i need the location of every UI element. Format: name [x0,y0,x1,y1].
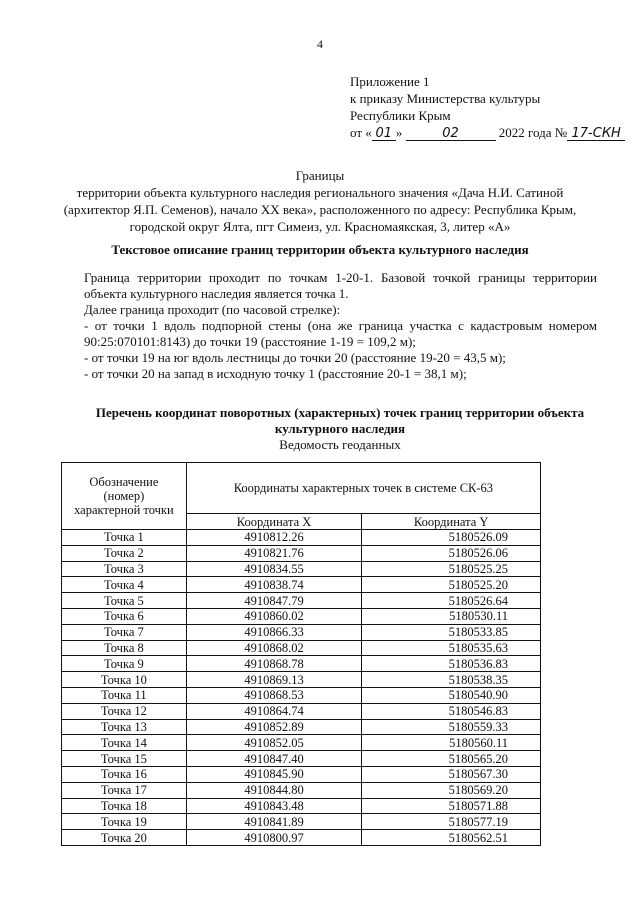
table-row [62,766,541,782]
coordinate-x-cell: 4910847.40 [186,751,362,767]
coordinate-x-cell: 4910864.74 [186,703,362,719]
coordinate-x-cell: 4910834.55 [186,561,362,577]
point-name-cell: Точка 10 [62,672,187,688]
description-paragraph-2: Далее граница проходит (по часовой стрелке): [84,302,341,317]
table-row [62,545,541,561]
point-name-cell: Точка 15 [62,751,187,767]
point-name-cell: Точка 13 [62,719,187,735]
coordinate-y-cell: 5180536.83 [362,656,541,672]
description-paragraph-4: - от точки 19 на юг вдоль лестницы до точки 20 (расстояние 19-20 = 43,5 м); [84,350,506,365]
coordinate-y-cell: 5180540.90 [362,687,541,703]
annex-block [350,73,625,141]
coordinate-y-cell: 5180525.25 [362,561,541,577]
coordinate-y-cell: 5180546.83 [362,703,541,719]
coordinate-x-cell: 4910845.90 [186,766,362,782]
description-paragraph-3: - от точки 1 вдоль подпорной стены (она же граница участка с кадастровым номером 90:25:070101:8143) до точки 19 (расстояние 1-19 = 109,2 м); [84,318,597,349]
coordinate-x-cell: 4910852.05 [186,735,362,751]
table-row [62,703,541,719]
point-name-cell: Точка 7 [62,624,187,640]
header-y: Координата Y [362,514,541,530]
coordinate-y-cell: 5180538.35 [362,672,541,688]
coordinate-y-cell: 5180559.33 [362,719,541,735]
point-name-cell: Точка 16 [62,766,187,782]
list-title-line-1: Перечень координат поворотных (характерных) точек границ территории объекта [95,405,585,420]
point-name-cell: Точка 8 [62,640,187,656]
annex-line-1: Приложение 1 [350,74,430,89]
annex-date-line [350,124,625,141]
table-row [62,814,541,830]
annex-line-2: к приказу Министерства культуры [350,91,541,106]
description-paragraph-1: Граница территории проходит по точкам 1-20-1. Базовой точкой границы территории объекта культурного наследия является точка 1. [84,270,597,301]
coordinate-x-cell: 4910852.89 [186,719,362,735]
coordinate-y-cell: 5180567.30 [362,766,541,782]
order-number: 17-СКН [567,127,625,141]
title-line-2: территории объекта культурного наследия регионального значения «Дача Н.И. Сатиной [76,185,564,200]
point-name-cell: Точка 3 [62,561,187,577]
coordinate-x-cell: 4910866.33 [186,624,362,640]
page-number: 4 [317,37,323,51]
table-row [62,530,541,546]
coordinate-x-cell: 4910838.74 [186,577,362,593]
boundary-description [84,270,597,382]
title-line-1: Границы [295,168,345,183]
coordinate-x-cell: 4910860.02 [186,608,362,624]
coordinate-y-cell: 5180562.51 [362,830,541,846]
point-name-cell: Точка 19 [62,814,187,830]
title-line-3: (архитектор Я.П. Семенов), начало XX века», расположенного по адресу: Республика Крым, [63,202,577,217]
coordinate-x-cell: 4910841.89 [186,814,362,830]
table-row [62,735,541,751]
point-name-cell: Точка 20 [62,830,187,846]
section-title: Текстовое описание границ территории объекта культурного наследия [111,242,529,257]
header-point-designation [62,463,187,530]
list-subtitle: Ведомость геоданных [279,437,401,452]
coordinate-x-cell: 4910868.02 [186,640,362,656]
date-mid: » [395,125,406,140]
table-row [62,687,541,703]
point-name-cell: Точка 6 [62,608,187,624]
point-name-cell: Точка 2 [62,545,187,561]
table-row [62,719,541,735]
coordinate-x-cell: 4910844.80 [186,782,362,798]
coordinates-table [61,462,541,846]
list-title-line-2: культурного наследия [274,421,406,436]
coordinate-y-cell: 5180565.20 [362,751,541,767]
date-month: 02 [406,127,496,141]
date-day: 01 [372,127,396,141]
description-paragraph-5: - от точки 20 на запад в исходную точку 1 (расстояние 20-1 = 38,1 м); [84,366,467,381]
header-x: Координата X [186,514,362,530]
coordinate-x-cell: 4910812.26 [186,530,362,546]
table-row [62,593,541,609]
table-row [62,830,541,846]
coordinate-x-cell: 4910847.79 [186,593,362,609]
coordinate-x-cell: 4910869.13 [186,672,362,688]
table-row [62,577,541,593]
table-row [62,608,541,624]
table-row [62,656,541,672]
point-name-cell: Точка 12 [62,703,187,719]
coordinate-x-cell: 4910800.97 [186,830,362,846]
table-row [62,624,541,640]
coordinate-x-cell: 4910843.48 [186,798,362,814]
point-name-cell: Точка 11 [62,687,187,703]
coordinates-table-body [62,530,541,846]
date-prefix: от « [350,125,372,140]
coordinates-list-title [80,405,600,437]
coordinate-y-cell: 5180530.11 [362,608,541,624]
coordinate-x-cell: 4910868.53 [186,687,362,703]
coordinate-y-cell: 5180569.20 [362,782,541,798]
table-row [62,672,541,688]
point-name-cell: Точка 9 [62,656,187,672]
coordinate-x-cell: 4910821.76 [186,545,362,561]
coordinate-y-cell: 5180571.88 [362,798,541,814]
coordinate-y-cell: 5180560.11 [362,735,541,751]
title-line-4: городской округ Ялта, пгт Симеиз, ул. Красномаякская, 3, литер «А» [129,219,511,234]
date-year: 2022 года № [495,125,568,140]
annex-line-3: Республики Крым [350,108,451,123]
header-point-line-3: характерной точки [74,503,174,517]
header-coordinates: Координаты характерных точек в системе СК-63 [186,463,540,514]
coordinate-y-cell: 5180577.19 [362,814,541,830]
point-name-cell: Точка 14 [62,735,187,751]
point-name-cell: Точка 4 [62,577,187,593]
coordinate-y-cell: 5180533.85 [362,624,541,640]
table-row [62,798,541,814]
document-title [60,167,580,235]
point-name-cell: Точка 17 [62,782,187,798]
table-row [62,751,541,767]
point-name-cell: Точка 18 [62,798,187,814]
table-row [62,782,541,798]
header-point-line-1: Обозначение [89,475,159,489]
coordinate-x-cell: 4910868.78 [186,656,362,672]
coordinate-y-cell: 5180525.20 [362,577,541,593]
coordinate-y-cell: 5180526.64 [362,593,541,609]
coordinate-y-cell: 5180526.09 [362,530,541,546]
table-row [62,640,541,656]
table-row [62,561,541,577]
point-name-cell: Точка 5 [62,593,187,609]
coordinate-y-cell: 5180526.06 [362,545,541,561]
point-name-cell: Точка 1 [62,530,187,546]
header-point-line-2: (номер) [103,489,145,503]
coordinate-y-cell: 5180535.63 [362,640,541,656]
